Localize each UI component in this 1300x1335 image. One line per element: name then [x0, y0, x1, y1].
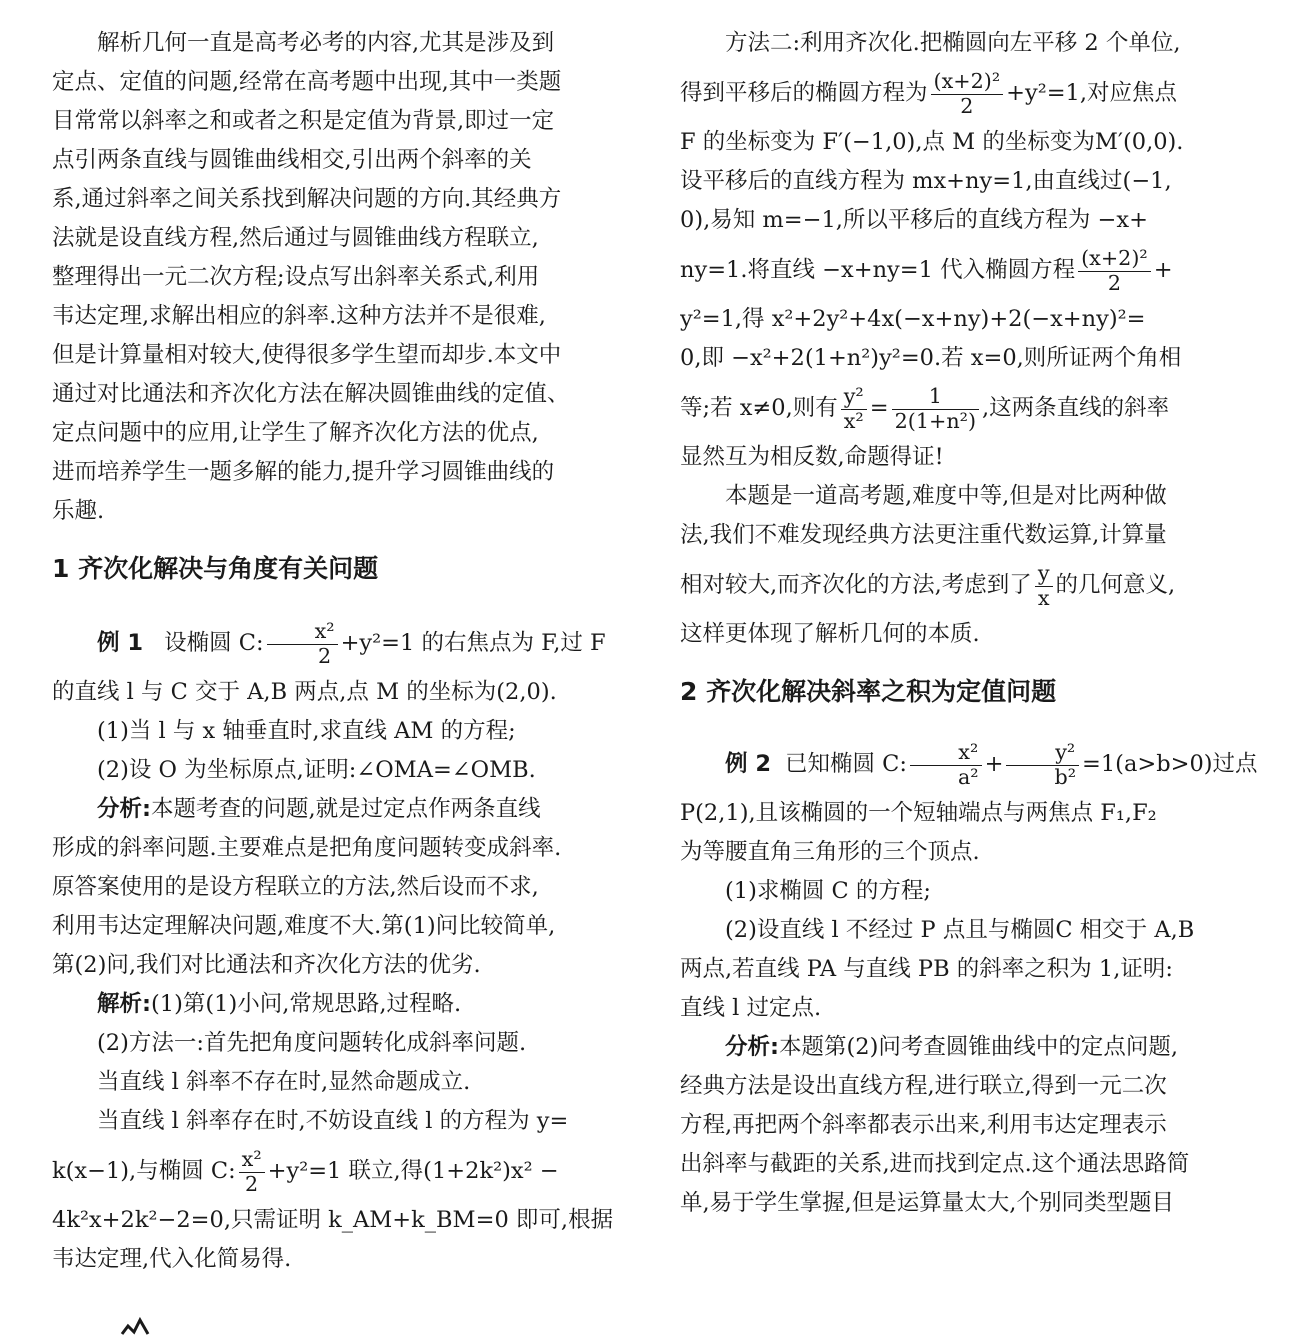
- section-1-heading: 1 齐次化解决与角度有关问题: [52, 554, 379, 583]
- example-2-line: P(2,1),且该椭圆的一个短轴端点与两焦点 F₁,F₂: [680, 800, 1157, 826]
- intro-line: 进而培养学生一题多解的能力,提升学习圆锥曲线的: [52, 459, 555, 485]
- example-1-text: +y²=1 的右焦点为 F,过 F: [340, 630, 606, 656]
- solution-line: (2)方法一:首先把角度问题转化成斜率问题.: [97, 1030, 527, 1056]
- analysis-line: 形成的斜率问题.主要难点是把角度问题转变成斜率.: [52, 835, 562, 861]
- analysis-2: [680, 1028, 1258, 1223]
- solution-line: 4k²x+2k²−2=0,只需证明 k_AM+k_BM=0 即可,根据: [52, 1207, 614, 1233]
- intro-line: 解析几何一直是高考必考的内容,尤其是涉及到: [97, 30, 555, 56]
- solution-line: 解析:(1)第(1)小问,常规思路,过程略.: [97, 991, 462, 1017]
- method-2-line: ny=1.将直线 −x+ny=1 代入椭圆方程 $\frac{\text{(x+2)²}}{2}$ +: [680, 245, 1173, 295]
- left-column: [52, 24, 630, 1279]
- analysis-line: 分析:本题考查的问题,就是过定点作两条直线: [97, 796, 541, 822]
- example-2-question: 直线 l 过定点.: [680, 995, 822, 1021]
- section-2-heading: 2 齐次化解决斜率之积为定值问题: [680, 677, 1057, 706]
- method-2-line: 方法二:利用齐次化.把椭圆向左平移 2 个单位,: [725, 30, 1181, 56]
- intro-line: 点引两条直线与圆锥曲线相交,引出两个斜率的关: [52, 147, 532, 173]
- fraction: $\frac{\text{(x+2)²}}{2}$: [931, 70, 1004, 119]
- example-2-line: 例 2 已知椭圆 C: $\frac{\text{x²}}{\text{a²}}$ + $\frac{\text{y²}}{\text{b²}}$ =1(a>b>0)过点: [725, 739, 1258, 789]
- analysis-line: 分析:本题第(2)问考查圆锥曲线中的定点问题,: [725, 1034, 1179, 1060]
- analysis-line: 原答案使用的是设方程联立的方法,然后设而不求,: [52, 874, 539, 900]
- fraction: $\frac{y}{x}$: [1035, 562, 1053, 611]
- example-2-question: 两点,若直线 PA 与直线 PB 的斜率之积为 1,证明:: [680, 956, 1173, 982]
- analysis-line: 利用韦达定理解决问题,难度不大.第(1)问比较简单,: [52, 913, 556, 939]
- method-2-line: 0,即 −x²+2(1+n²)y²=0.若 x=0,则所证两个角相: [680, 345, 1182, 371]
- intro-line: 定点、定值的问题,经常在高考题中出现,其中一类题: [52, 69, 562, 95]
- right-column: [680, 24, 1258, 1223]
- intro-line: 系,通过斜率之间关系找到解决问题的方向.其经典方: [52, 186, 562, 212]
- solution-line: 当直线 l 斜率不存在时,显然命题成立.: [97, 1069, 471, 1095]
- fraction: $\frac{\text{x²}}{2}$: [239, 1148, 265, 1197]
- analysis-line: 方程,再把两个斜率都表示出来,利用韦达定理表示: [680, 1112, 1167, 1138]
- intro-line: 但是计算量相对较大,使得很多学生望而却步.本文中: [52, 342, 562, 368]
- solution-label: 解析:: [97, 991, 151, 1017]
- method-2-line: 显然互为相反数,命题得证!: [680, 444, 944, 470]
- example-1-label: 例 1: [97, 630, 143, 656]
- intro-line: 法就是设直线方程,然后通过与圆锥曲线方程联立,: [52, 225, 539, 251]
- method-2-line: 0),易知 m=−1,所以平移后的直线方程为 −x+: [680, 207, 1148, 233]
- example-2-label: 例 2: [725, 751, 771, 777]
- comment-line: 法,我们不难发现经典方法更注重代数运算,计算量: [680, 522, 1167, 548]
- fraction: $\frac{\text{x²}}{\text{a²}}$: [910, 741, 982, 790]
- analysis-1: [52, 790, 630, 985]
- solution-line: k(x−1),与椭圆 C: $\frac{\text{x²}}{2}$ +y²=1 联立,得(1+2k²)x² −: [52, 1146, 559, 1196]
- example-1-line: [52, 613, 630, 673]
- solution-line: 韦达定理,代入化简易得.: [52, 1246, 292, 1272]
- example-2-line: 为等腰直角三角形的三个顶点.: [680, 839, 980, 865]
- example-2: [680, 734, 1258, 1028]
- example-1-question: (1)当 l 与 x 轴垂直时,求直线 AM 的方程;: [97, 718, 516, 744]
- analysis-label: 分析:: [97, 796, 151, 822]
- comment-line: 这样更体现了解析几何的本质.: [680, 621, 980, 647]
- solution-line: 当直线 l 斜率存在时,不妨设直线 l 的方程为 y=: [97, 1108, 569, 1134]
- example-1-question: (2)设 O 为坐标原点,证明:∠OMA=∠OMB.: [97, 757, 536, 783]
- intro-line: 通过对比通法和齐次化方法在解决圆锥曲线的定值、: [52, 381, 570, 407]
- intro-line: 目常常以斜率之和或者之积是定值为背景,即过一定: [52, 108, 555, 134]
- intro-line: 定点问题中的应用,让学生了解齐次化方法的优点,: [52, 420, 539, 446]
- fraction: $\frac{\text{x²}}{2}$: [267, 620, 338, 669]
- intro-line: 整理得出一元二次方程;设点写出斜率关系式,利用: [52, 264, 540, 290]
- analysis-label: 分析:: [725, 1034, 779, 1060]
- fraction: $\frac{\text{y²}}{\text{b²}}$: [1006, 741, 1079, 790]
- comment-line: 本题是一道高考题,难度中等,但是对比两种做: [725, 483, 1167, 509]
- analysis-line: 第(2)问,我们对比通法和齐次化方法的优劣.: [52, 952, 481, 978]
- analysis-line: 经典方法是设出直线方程,进行联立,得到一元二次: [680, 1073, 1167, 1099]
- comment-line: 相对较大,而齐次化的方法,考虑到了 $\frac{y}{x}$ 的几何意义,: [680, 560, 1176, 610]
- example-1: [52, 613, 630, 790]
- solution-1: [52, 985, 630, 1279]
- example-1-text: 设椭圆 C:: [164, 630, 264, 656]
- intro-paragraph: [52, 24, 630, 531]
- method-2: [680, 24, 1258, 477]
- method-2-line: y²=1,得 x²+2y²+4x(−x+ny)+2(−x+ny)²=: [680, 306, 1146, 332]
- fraction: $\frac{\text{y²}}{\text{x²}}$: [841, 385, 867, 434]
- analysis-line: 单,易于学生掌握,但是运算量太大,个别同类型题目: [680, 1190, 1174, 1216]
- analysis-line: 出斜率与截距的关系,进而找到定点.这个通法思路简: [680, 1151, 1190, 1177]
- example-2-question: (2)设直线 l 不经过 P 点且与椭圆C 相交于 A,B: [725, 917, 1195, 943]
- comment-paragraph: [680, 477, 1258, 654]
- example-2-question: (1)求椭圆 C 的方程;: [725, 878, 931, 904]
- fraction: $\frac{1}{\text{2(1+n²)}}$: [892, 385, 979, 434]
- intro-line: 韦达定理,求解出相应的斜率.这种方法并不是很难,: [52, 303, 546, 329]
- method-2-line: F 的坐标变为 F′(−1,0),点 M 的坐标变为M′(0,0).: [680, 129, 1184, 155]
- ink-mark: [118, 1316, 158, 1335]
- intro-line: 乐趣.: [52, 498, 105, 524]
- method-2-line: 设平移后的直线方程为 mx+ny=1,由直线过(−1,: [680, 168, 1172, 194]
- example-1-line: 的直线 l 与 C 交于 A,B 两点,点 M 的坐标为(2,0).: [52, 679, 557, 705]
- method-2-line: 得到平移后的椭圆方程为 $\frac{\text{(x+2)²}}{2}$ +y²=1,对应焦点: [680, 68, 1178, 118]
- method-2-line: 等;若 x≠0,则有 $\frac{\text{y²}}{\text{x²}}$ = $\frac{1}{\text{2(1+n²)}}$ ,这两条直线的斜率: [680, 383, 1170, 433]
- fraction: $\frac{\text{(x+2)²}}{2}$: [1078, 247, 1151, 296]
